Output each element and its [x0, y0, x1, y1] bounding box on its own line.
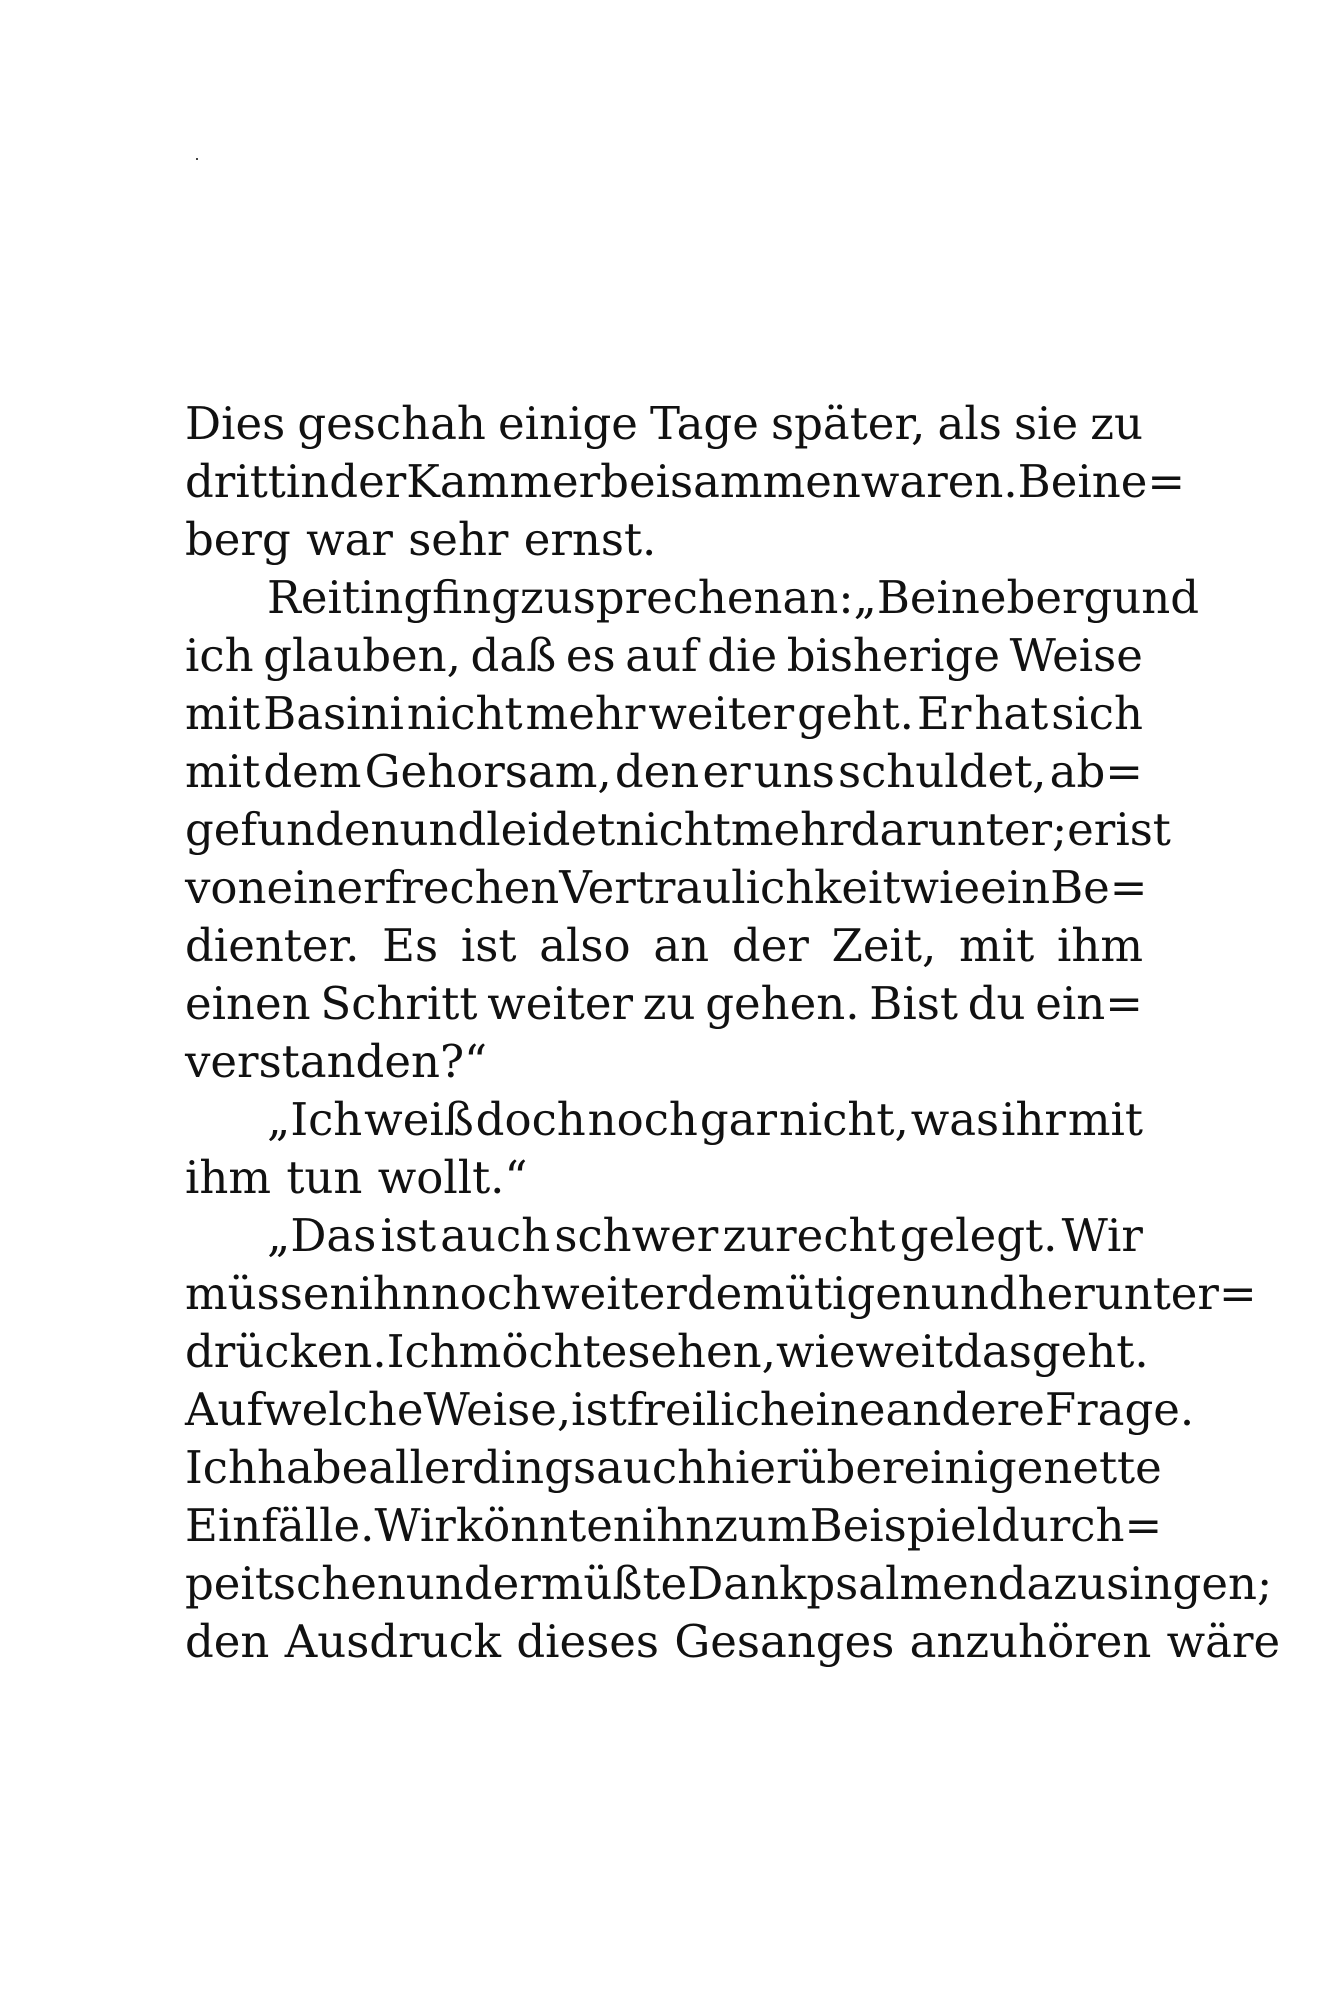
- text-line: berg war sehr ernst.: [185, 513, 657, 566]
- text-line: mit Basini nicht mehr weiter geht. Er hat sich: [185, 687, 1143, 740]
- paragraph: [185, 1207, 1281, 1671]
- text-line: einen Schritt weiter zu gehen. Bist du ein=: [185, 977, 1143, 1030]
- paragraph: [185, 395, 1186, 569]
- paragraph: [185, 569, 1200, 1091]
- text-line: Reiting fing zu sprechen an: „Beineberg und: [267, 571, 1200, 624]
- text-line: Ich habe allerdings auch hierüber einige nette: [185, 1441, 1162, 1494]
- text-line: Einfälle. Wir könnten ihn zum Beispiel durch=: [185, 1499, 1163, 1552]
- text-line: drücken. Ich möchte sehen, wie weit das geht.: [185, 1325, 1149, 1378]
- text-line: dienter. Es ist also an der Zeit, mit ihm: [185, 919, 1143, 972]
- text-line: „Ich weiß doch noch gar nicht, was ihr mit: [267, 1093, 1143, 1146]
- page-text: [185, 395, 1281, 1671]
- text-line: verstanden?“: [185, 1035, 488, 1088]
- text-line: „Das ist auch schwer zurecht gelegt. Wir: [267, 1209, 1143, 1262]
- text-line: ihm tun wollt.“: [185, 1151, 528, 1204]
- text-line: müssen ihn noch weiter demütigen und herunter=: [185, 1267, 1257, 1320]
- paragraph: [185, 1091, 1143, 1207]
- text-line: mit dem Gehorsam, den er uns schuldet, ab=: [185, 745, 1143, 798]
- text-line: Auf welche Weise, ist freilich eine andere Frage.: [185, 1383, 1195, 1436]
- text-line: peitschen und er müßte Dankpsalmen dazu singen;: [185, 1557, 1273, 1610]
- text-line: ich glauben, daß es auf die bisherige Weise: [185, 629, 1143, 682]
- text-line: gefunden und leidet nicht mehr darunter; er ist: [185, 803, 1171, 856]
- text-line: dritt in der Kammer beisammen waren. Beine=: [185, 455, 1186, 508]
- text-line: Dies geschah einige Tage später, als sie zu: [185, 397, 1143, 450]
- text-line: den Ausdruck dieses Gesanges anzuhören wäre: [185, 1615, 1281, 1668]
- text-line: von einer frechen Vertraulichkeit wie ein Be=: [185, 861, 1148, 914]
- page-speck: [196, 158, 198, 160]
